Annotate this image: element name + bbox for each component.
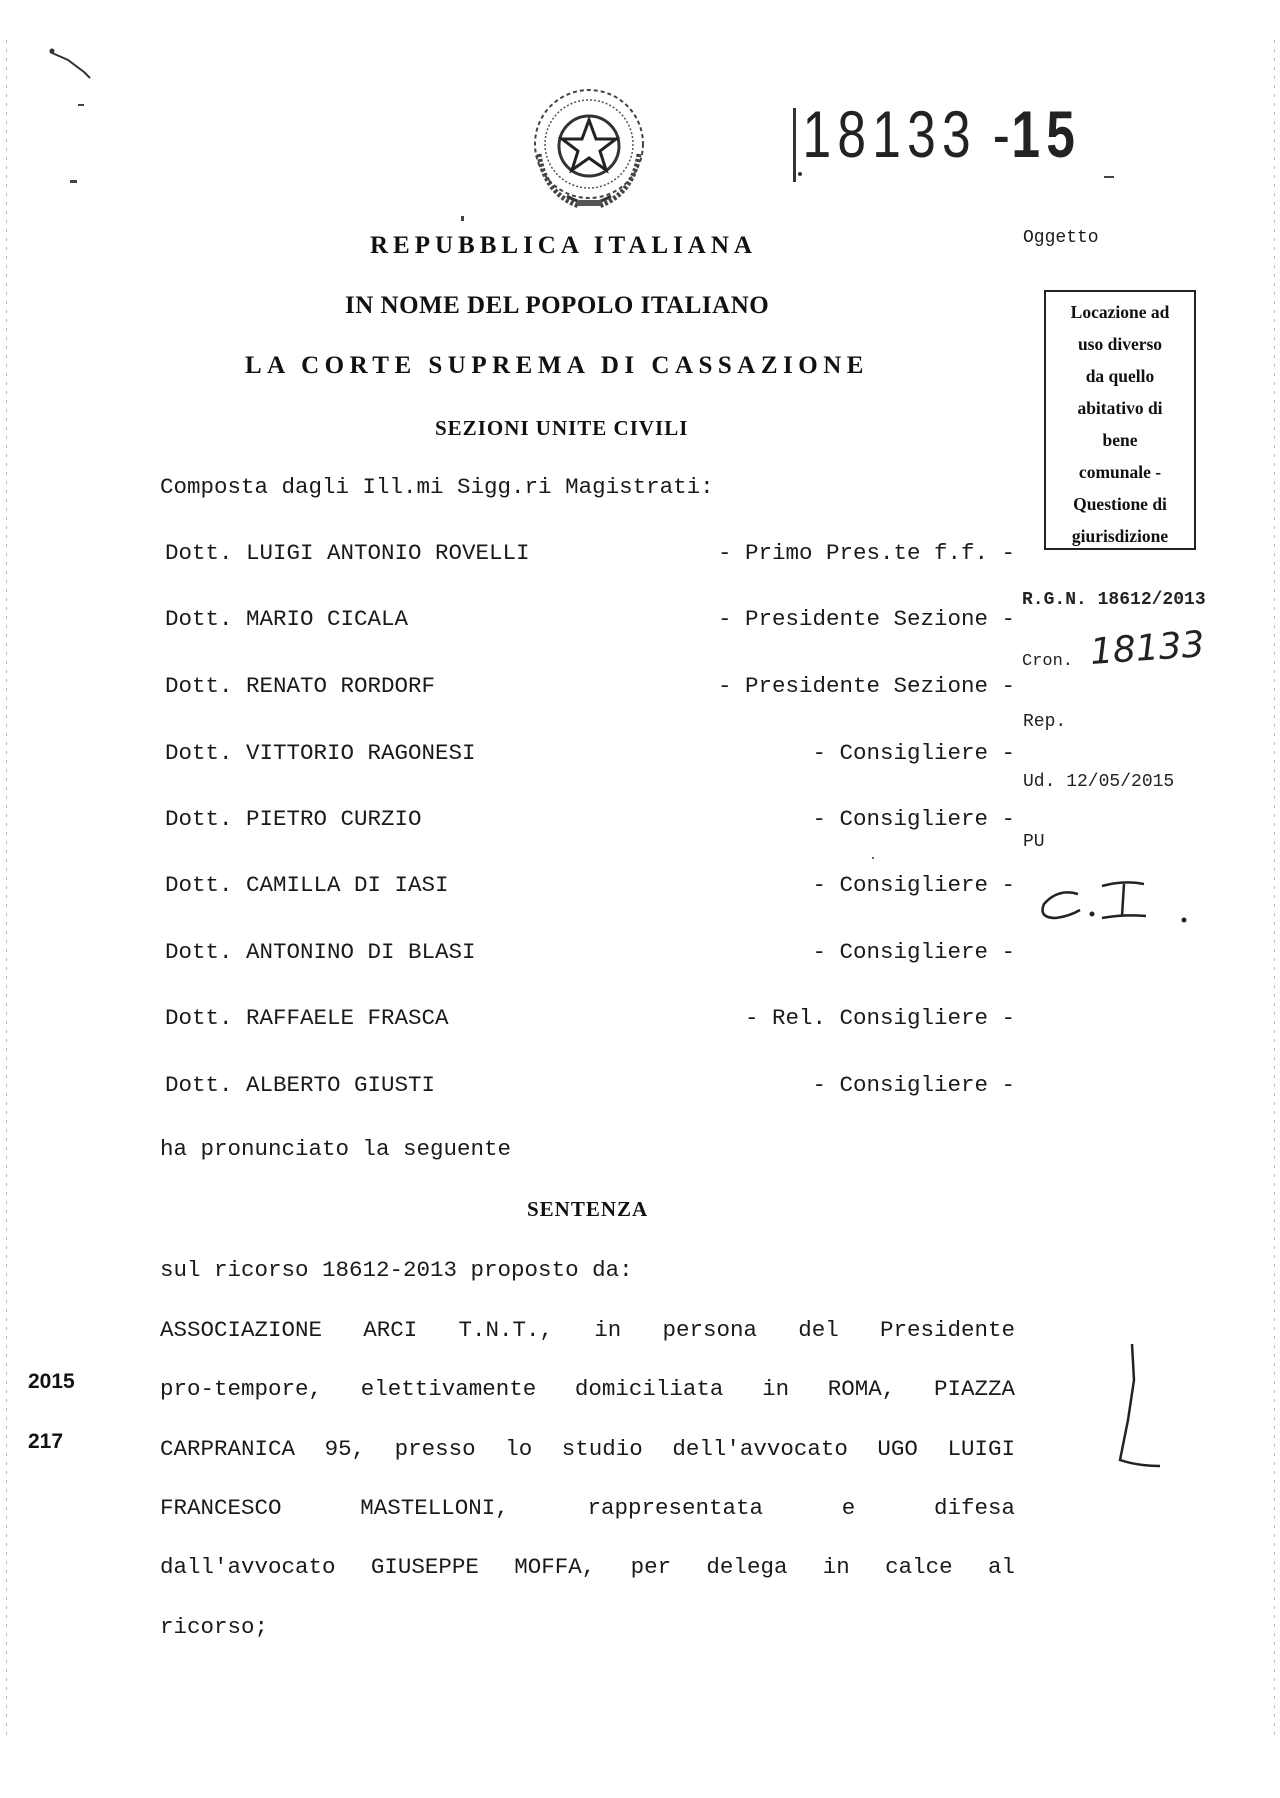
judge-name: Dott. MARIO CICALA (165, 606, 409, 632)
judge-row (165, 1005, 1015, 1035)
margin-year: 2015 (28, 1370, 75, 1393)
stamp-number: 18133 (802, 97, 977, 171)
judge-role: - Rel. Consigliere - (744, 1005, 1015, 1031)
judge-role: - Consigliere - (812, 872, 1015, 898)
scan-edge-left (6, 40, 7, 1740)
pronounced-line: ha pronunciato la seguente (160, 1136, 512, 1162)
judge-row (165, 740, 1015, 770)
oggetto-line: comunale - (1078, 462, 1162, 482)
judge-row (165, 1072, 1015, 1102)
scan-speck (70, 180, 77, 183)
judge-row (165, 606, 1015, 636)
judge-row (165, 540, 1015, 570)
scan-speck (1104, 176, 1114, 178)
oggetto-line: uso diverso (1077, 334, 1163, 354)
judge-name: Dott. RENATO RORDORF (165, 673, 436, 699)
judge-role: - Consigliere - (812, 939, 1015, 965)
paragraph-line: ricorso; (160, 1614, 269, 1640)
oggetto-line: Locazione ad (1070, 302, 1170, 322)
stamp-dot (798, 172, 802, 176)
heading-section: SEZIONI UNITE CIVILI (435, 416, 689, 440)
judge-role: - Consigliere - (812, 740, 1015, 766)
oggetto-line: giurisdizione (1071, 526, 1169, 546)
composition-intro: Composta dagli Ill.mi Sigg.ri Magistrati: (160, 474, 714, 500)
paragraph-line: ASSOCIAZIONE ARCI T.N.T., in persona del Presidente (160, 1317, 1015, 1343)
ricorso-intro: sul ricorso 18612-2013 proposto da: (160, 1257, 633, 1283)
cron-label: Cron. (1022, 652, 1074, 671)
scan-speck (78, 104, 84, 106)
paragraph-line: FRANCESCO MASTELLONI, rappresentata e difesa (160, 1495, 1015, 1521)
judge-name: Dott. ANTONINO DI BLASI (165, 939, 476, 965)
judge-role: - Presidente Sezione - (717, 606, 1015, 632)
hearing-date: Ud. 12/05/2015 (1023, 772, 1175, 792)
oggetto-line: bene (1102, 430, 1138, 450)
judge-role: - Consigliere - (812, 1072, 1015, 1098)
scan-speck (872, 857, 874, 859)
judge-name: Dott. LUIGI ANTONIO ROVELLI (165, 540, 530, 566)
rep-label: Rep. (1023, 712, 1067, 732)
heading-republic: REPUBBLICA ITALIANA (370, 232, 757, 259)
handwritten-initials-mark (1036, 870, 1196, 940)
judge-name: Dott. CAMILLA DI IASI (165, 872, 449, 898)
margin-number: 217 (28, 1430, 64, 1453)
cron-handwritten-number: 18133 (1088, 624, 1206, 673)
corner-pen-mark (48, 46, 98, 86)
oggetto-box (1044, 290, 1196, 550)
oggetto-line: da quello (1085, 366, 1155, 386)
judge-role: - Presidente Sezione - (717, 673, 1015, 699)
judge-name: Dott. RAFFAELE FRASCA (165, 1005, 449, 1031)
rgn-number: R.G.N. 18612/2013 (1022, 590, 1206, 610)
oggetto-line: Questione di (1073, 494, 1167, 514)
oggetto-line: abitativo di (1077, 398, 1163, 418)
italian-republic-emblem-icon (527, 84, 651, 220)
scan-edge-right (1274, 40, 1275, 1740)
scan-speck (461, 216, 464, 221)
heading-court: LA CORTE SUPREMA DI CASSAZIONE (245, 352, 869, 379)
pu-label: PU (1023, 832, 1045, 852)
judge-role: - Primo Pres.te f.f. - (717, 540, 1015, 566)
registry-stamp-number: 18133 -15 (802, 97, 1082, 171)
heading-people: IN NOME DEL POPOLO ITALIANO (345, 292, 770, 319)
judge-name: Dott. ALBERTO GIUSTI (165, 1072, 436, 1098)
judge-row (165, 872, 1015, 902)
judge-row (165, 673, 1015, 703)
paragraph-line: dall'avvocato GIUSEPPE MOFFA, per delega in calce al (160, 1554, 1015, 1580)
judge-name: Dott. VITTORIO RAGONESI (165, 740, 476, 766)
oggetto-label: Oggetto (1023, 228, 1099, 248)
paragraph-line: pro-tempore, elettivamente domiciliata in ROMA, PIAZZA (160, 1376, 1015, 1402)
judge-role: - Consigliere - (812, 806, 1015, 832)
stamp-suffix: 15 (1011, 97, 1082, 171)
paragraph-line: CARPRANICA 95, presso lo studio dell'avvocato UGO LUIGI (160, 1436, 1015, 1462)
judge-name: Dott. PIETRO CURZIO (165, 806, 422, 832)
judge-row (165, 939, 1015, 969)
judge-row (165, 806, 1015, 836)
handwritten-signature-mark (1108, 1340, 1168, 1480)
sentenza-heading: SENTENZA (527, 1197, 649, 1221)
